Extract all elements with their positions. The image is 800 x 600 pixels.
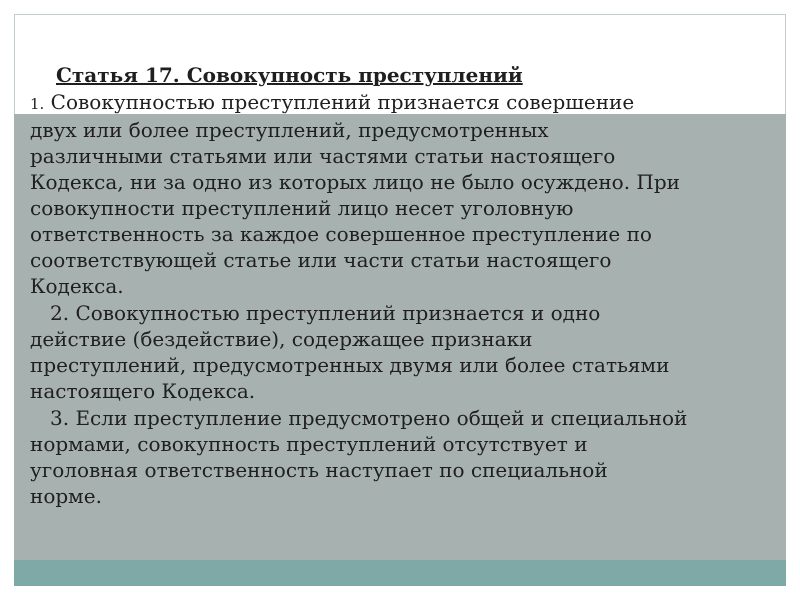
paragraph-1-number: 1.: [30, 95, 45, 113]
paragraph-1-line-5: совокупности преступлений лицо несет уголовную: [30, 196, 574, 220]
paragraph-2-line-1: 2. Совокупностью преступлений признается и одно: [50, 301, 601, 325]
paragraph-3: [30, 405, 790, 509]
slide-title-text: Статья 17. Совокупность преступлений: [56, 63, 523, 87]
paragraph-1-line-7: соответствующей статье или части статьи настоящего: [30, 248, 612, 272]
paragraph-2-line-3: преступлений, предусмотренных двумя или более статьями: [30, 353, 670, 377]
paragraph-1-line-2: двух или более преступлений, предусмотренных: [30, 118, 549, 142]
paragraph-3-number: 3.: [50, 406, 70, 430]
paragraph-1-line-3: различными статьями или частями статьи настоящего: [30, 144, 616, 168]
paragraph-2-number: 2.: [50, 301, 70, 325]
paragraph-1: [30, 89, 790, 299]
paragraph-3-line-3: уголовная ответственность наступает по специальной: [30, 458, 608, 482]
slide-title: [30, 62, 790, 88]
paragraph-2-line-2: действие (бездействие), содержащее признаки: [30, 327, 533, 351]
paragraph-3-line-4: норме.: [30, 484, 102, 508]
slide-content: [30, 62, 790, 509]
paragraph-2-line-4: настоящего Кодекса.: [30, 379, 256, 403]
paragraph-1-line-8: Кодекса.: [30, 274, 124, 298]
paragraph-1-line-1: 1. Совокупностью преступлений признается совершение: [30, 90, 635, 114]
paragraph-3-line-1: 3. Если преступление предусмотрено общей и специальной: [50, 406, 688, 430]
paragraph-1-line-4: Кодекса, ни за одно из которых лицо не было осуждено. При: [30, 170, 680, 194]
footer-bar: [14, 560, 786, 586]
paragraph-3-line-2: нормами, совокупность преступлений отсутствует и: [30, 432, 588, 456]
paragraph-1-line-6: ответственность за каждое совершенное преступление по: [30, 222, 652, 246]
paragraph-2: [30, 300, 790, 404]
